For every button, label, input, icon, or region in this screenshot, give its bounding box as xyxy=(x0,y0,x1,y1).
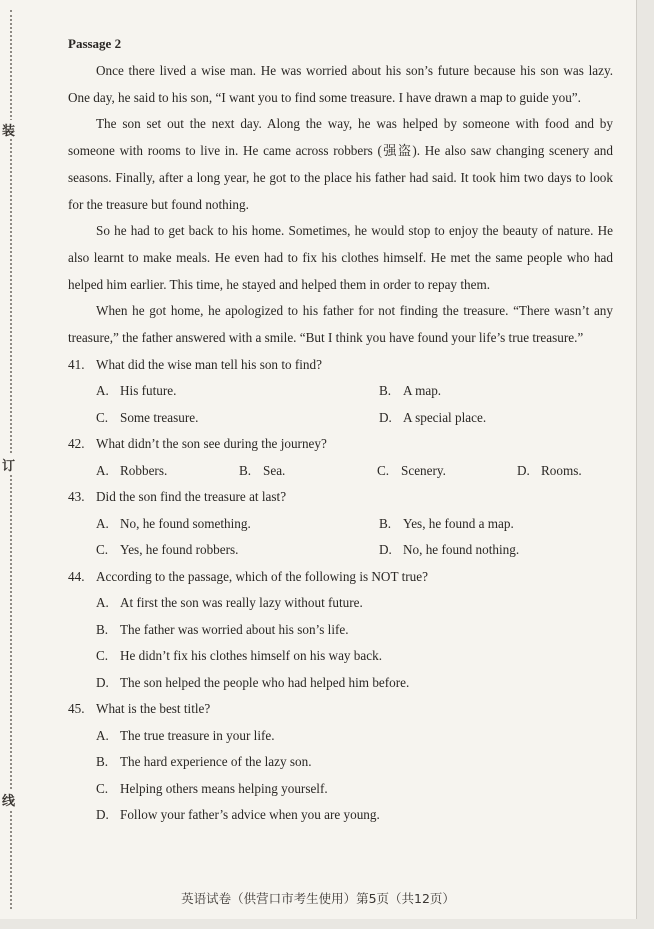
question-number: 44. xyxy=(68,568,85,584)
binding-char-zhuang: 装 xyxy=(2,120,15,139)
option-d[interactable]: D. The son helped the people who had helped him before. xyxy=(96,674,410,690)
question-number: 43. xyxy=(68,489,85,505)
passage-title: Passage 2 xyxy=(68,36,122,51)
option-a[interactable]: A. No, he found something. xyxy=(96,515,251,531)
passage-paragraph: So he had to get back to his home. Sometimes, he would stop to enjoy the beauty of nature. He also learnt to make meals. He even had to fix his clothes himself. He met the same people who had helped him earlier. This time, he stayed and helped them in order to repay them. xyxy=(68,223,613,292)
option-c[interactable]: C. Yes, he found robbers. xyxy=(96,542,239,558)
option-b[interactable]: B. Yes, he found a map. xyxy=(379,515,514,531)
option-a[interactable]: A. His future. xyxy=(96,383,177,399)
option-a[interactable]: A. At first the son was really lazy without future. xyxy=(96,595,363,611)
option-b[interactable]: B. The father was worried about his son’s life. xyxy=(96,621,349,637)
option-b[interactable]: B. The hard experience of the lazy son. xyxy=(96,754,312,770)
question-41 xyxy=(68,352,613,432)
passage-paragraph: The son set out the next day. Along the way, he was helped by someone with food and by someone with rooms to live in. He came across robbers (强盗). He also saw changing scenery and seasons. Finally, after a long year, he got to the place his father had said. It took him two days to look for the treasure but found nothing. xyxy=(68,116,613,212)
question-number: 41. xyxy=(68,356,85,372)
option-c[interactable]: C. Some treasure. xyxy=(96,409,199,425)
passage-paragraph: Once there lived a wise man. He was worried about his son’s future because his son was lazy. One day, he said to his son, “I want you to find some treasure. I have drawn a map to guide you”. xyxy=(68,63,613,105)
option-b[interactable]: B. A map. xyxy=(379,383,442,399)
passage-paragraph: When he got home, he apologized to his father for not finding the treasure. “There wasn’t any treasure,” the father answered with a smile. “But I think you have found your life’s true treasure.” xyxy=(68,303,613,346)
option-d[interactable]: D. No, he found nothing. xyxy=(379,542,520,558)
question-number: 42. xyxy=(68,436,85,452)
question-number: 45. xyxy=(68,701,85,717)
option-c[interactable]: C. Scenery. xyxy=(377,462,446,478)
question-stem: According to the passage, which of the following is NOT true? xyxy=(96,568,428,584)
option-c[interactable]: C. He didn’t fix his clothes himself on his way back. xyxy=(96,648,382,664)
question-stem: What didn’t the son see during the journey? xyxy=(96,436,327,452)
question-stem: What did the wise man tell his son to find? xyxy=(96,356,322,372)
question-43 xyxy=(68,484,613,564)
question-stem: Did the son find the treasure at last? xyxy=(96,489,287,505)
question-45 xyxy=(68,696,613,829)
option-d[interactable]: D. Rooms. xyxy=(517,462,582,478)
question-44 xyxy=(68,564,613,697)
option-d[interactable]: D. Follow your father’s advice when you are young. xyxy=(96,807,380,823)
option-d[interactable]: D. A special place. xyxy=(379,409,487,425)
option-c[interactable]: C. Helping others means helping yourself. xyxy=(96,780,328,796)
binding-char-xian: 线 xyxy=(2,790,15,809)
option-a[interactable]: A. The true treasure in your life. xyxy=(96,727,275,743)
question-stem: What is the best title? xyxy=(96,701,211,717)
option-a[interactable]: A. Robbers. xyxy=(96,462,168,478)
page-footer: 英语试卷（供营口市考生使用）第5页（共12页） xyxy=(181,891,455,906)
question-42 xyxy=(68,431,613,484)
passage-content xyxy=(68,36,613,829)
binding-char-ding: 订 xyxy=(2,455,15,474)
option-b[interactable]: B. Sea. xyxy=(239,462,286,478)
